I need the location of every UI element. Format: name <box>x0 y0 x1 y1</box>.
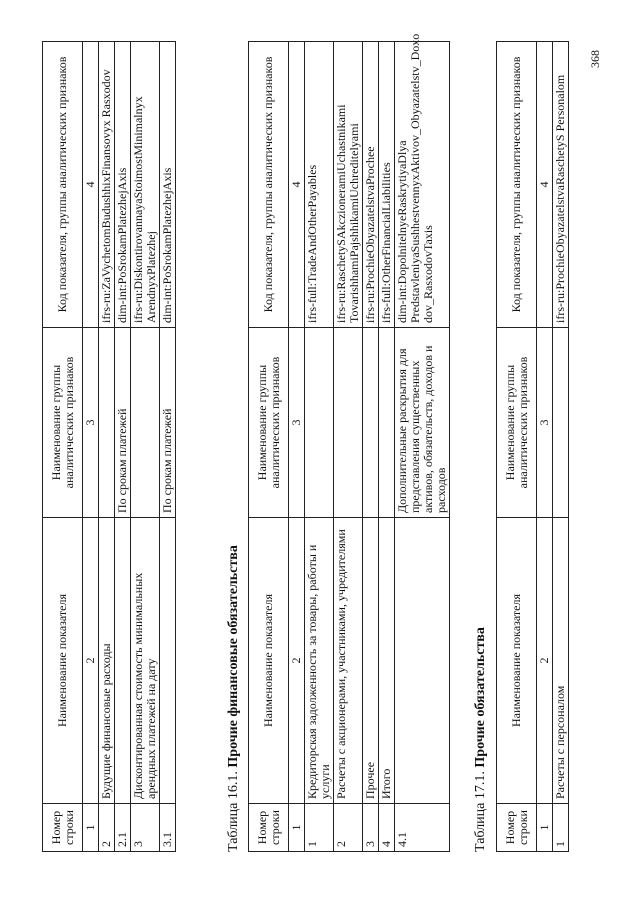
column-number: 2 <box>537 518 553 804</box>
table-16 <box>248 33 450 852</box>
group-name <box>553 328 569 518</box>
table-17-grid <box>496 41 569 852</box>
caption-prefix: Таблица 17.1. <box>473 771 488 852</box>
header-cell: Наименование группы аналитических признаков <box>43 328 83 518</box>
table-16-grid <box>248 33 450 852</box>
indicator-name: Расчеты с акционерами, участниками, учредителями <box>334 518 363 804</box>
row-number: 4.1 <box>395 804 450 852</box>
indicator-name <box>160 518 176 804</box>
indicator-name <box>395 518 450 804</box>
indicator-name: Кредиторская задолженность за товары, работы и услуги <box>305 518 334 804</box>
group-name <box>305 328 334 518</box>
table-row <box>395 42 450 852</box>
column-number: 1 <box>537 804 553 852</box>
column-number: 2 <box>289 518 305 804</box>
column-number: 3 <box>83 328 99 518</box>
group-name <box>99 328 115 518</box>
caption-prefix: Таблица 16.1. <box>226 771 241 852</box>
group-name <box>363 328 379 518</box>
table-row <box>115 42 131 852</box>
table-row <box>379 42 395 852</box>
table-row <box>305 42 334 852</box>
header-cell: Номер строки <box>43 804 83 852</box>
row-number: 1 <box>305 804 334 852</box>
table-17 <box>496 42 569 852</box>
column-number: 1 <box>83 804 99 852</box>
group-name <box>131 328 160 518</box>
caption-title: Прочие обязательства <box>473 627 488 768</box>
indicator-name <box>115 518 131 804</box>
column-number: 4 <box>289 42 305 328</box>
table-row <box>131 42 160 852</box>
group-name <box>334 328 363 518</box>
column-number: 3 <box>289 328 305 518</box>
header-cell: Наименование показателя <box>43 518 83 804</box>
indicator-code: dim-int:PoSrokamPlatezhejAxis <box>115 42 131 328</box>
table-row <box>334 42 363 852</box>
indicator-code: dim-int:PoSrokamPlatezhejAxis <box>160 42 176 328</box>
table-continued <box>42 42 176 852</box>
group-name: По срокам платежей <box>115 328 131 518</box>
indicator-name: Расчеты с персоналом <box>553 518 569 804</box>
row-number: 4 <box>379 804 395 852</box>
indicator-code: ifrs-ru:RaschetySAkczioneramiUchastnikami TovarishhamiPajshhikamiUchreditelyami <box>334 42 363 328</box>
table-16-caption <box>226 545 242 852</box>
group-name: Дополнительные раскрытия для представления существенных активов, обязательств, доходов и расходов <box>395 328 450 518</box>
table-row <box>553 42 569 852</box>
row-number: 2 <box>99 804 115 852</box>
indicator-code: ifrs-full:OtherFinancialLiabilities <box>379 42 395 328</box>
header-cell: Наименование группы аналитических признаков <box>497 328 537 518</box>
row-number: 3 <box>363 804 379 852</box>
indicator-name: Прочее <box>363 518 379 804</box>
indicator-name: Будущие финансовые расходы <box>99 518 115 804</box>
header-cell: Наименование показателя <box>249 518 289 804</box>
indicator-code: ifrs-ru:ProchieObyazatelstvaProchee <box>363 42 379 328</box>
header-cell: Код показателя, группы аналитических признаков <box>497 42 537 328</box>
indicator-code: ifrs-ru:ProchieObyazatelstvaRaschetyS Personalom <box>553 42 569 328</box>
column-number: 4 <box>83 42 99 328</box>
indicator-name: Итого <box>379 518 395 804</box>
indicator-code: ifrs-ru:ZaVychetomBudushhixFinansovyx Rasxodov <box>99 42 115 328</box>
table-row <box>99 42 115 852</box>
indicator-code: dim-int:DopolnitelnyeRaskrytiyaDlya PredstavleniyaSushhestvennyxAktivov_Obyazatelstv_Doxo dov_RasxodovTaxis <box>395 42 450 328</box>
column-number: 2 <box>83 518 99 804</box>
header-cell: Наименование группы аналитических признаков <box>249 328 289 518</box>
header-cell: Номер строки <box>249 804 289 852</box>
column-number: 3 <box>537 328 553 518</box>
table-17-caption <box>473 627 489 852</box>
column-number: 1 <box>289 804 305 852</box>
row-number: 2.1 <box>115 804 131 852</box>
row-number: 3.1 <box>160 804 176 852</box>
caption-title: Прочие финансовые обязательства <box>226 545 241 768</box>
column-number: 4 <box>537 42 553 328</box>
header-cell: Наименование показателя <box>497 518 537 804</box>
table-continued-grid <box>42 41 176 852</box>
table-row <box>160 42 176 852</box>
header-cell: Код показателя, группы аналитических признаков <box>249 42 289 328</box>
row-number: 3 <box>131 804 160 852</box>
indicator-name: Дисконтированная стоимость минимальных арендных платежей на дату <box>131 518 160 804</box>
indicator-code: ifrs-ru:DiskontirovannayaStoimostMinimalnyx ArendnyxPlatezhej <box>131 42 160 328</box>
page-number: 368 <box>588 50 602 68</box>
row-number: 2 <box>334 804 363 852</box>
header-cell: Номер строки <box>497 804 537 852</box>
indicator-code: ifrs-full:TradeAndOtherPayables <box>305 42 334 328</box>
row-number: 1 <box>553 804 569 852</box>
table-row <box>363 42 379 852</box>
group-name <box>379 328 395 518</box>
header-cell: Код показателя, группы аналитических признаков <box>43 42 83 328</box>
group-name: По срокам платежей <box>160 328 176 518</box>
